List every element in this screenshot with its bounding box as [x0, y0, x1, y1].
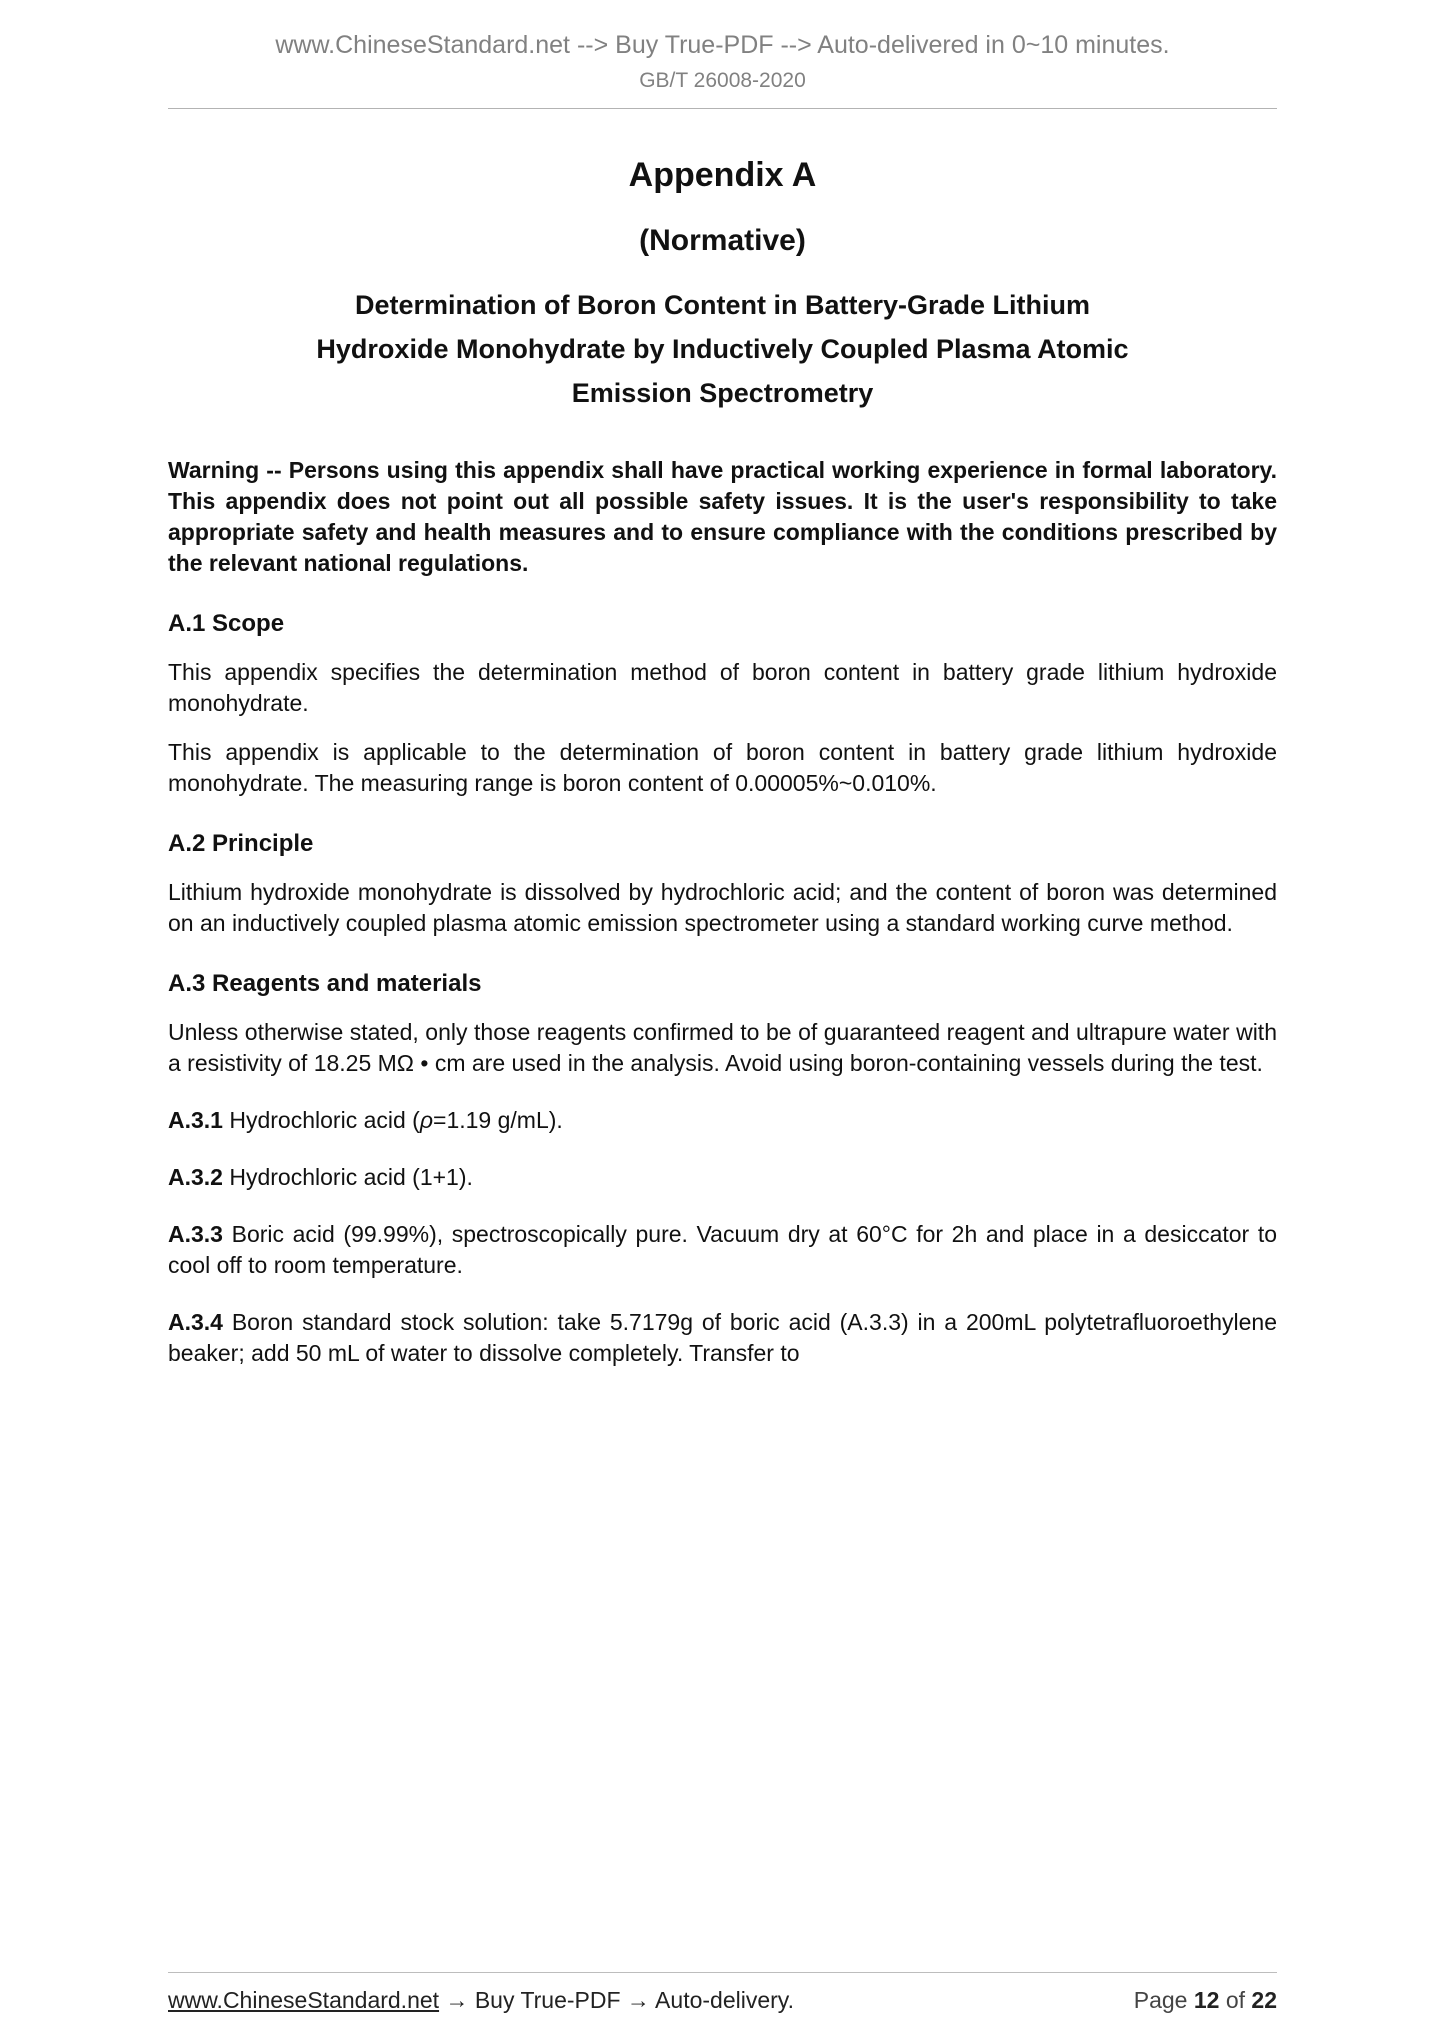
item-label: A.3.3 — [168, 1221, 223, 1247]
standard-number: GB/T 26008-2020 — [639, 69, 806, 92]
normative-label: (Normative) — [639, 224, 806, 257]
reagent-item-a3-4 — [168, 1307, 1277, 1369]
footer-row — [168, 1987, 1277, 2014]
reagent-item-a3-2 — [168, 1162, 1277, 1193]
reagent-item-a3-3 — [168, 1219, 1277, 1281]
page-header — [168, 0, 1277, 109]
item-text: Hydrochloric acid ( — [222, 1107, 420, 1133]
item-label: A.3.1 — [168, 1107, 223, 1133]
paragraph: Unless otherwise stated, only those reagents confirmed to be of guaranteed reagent and ultrapure water with a resistivity of 18.25 MΩ • cm are used in the analysis. Avoid using boron-containing vessels during the test. — [168, 1019, 1277, 1076]
of-word: of — [1225, 1987, 1246, 2013]
item-text: Hydrochloric acid (1+1). — [222, 1164, 473, 1190]
section-heading-a3: A.3 Reagents and materials — [168, 970, 482, 997]
total-pages: 22 — [1251, 1987, 1277, 2013]
footer-left-text: → Buy True-PDF → Auto-delivery. — [439, 1987, 794, 2013]
item-text: Boric acid (99.99%), spectroscopically pure. Vacuum dry at 60°C for 2h and place in a desiccator to cool off to room temperature. — [168, 1221, 1277, 1278]
item-text: =1.19 g/mL). — [433, 1107, 563, 1133]
page-number: 12 — [1193, 1987, 1220, 2013]
page-indicator — [1134, 1987, 1277, 2014]
appendix-title: Appendix A — [628, 156, 817, 194]
subtitle-line: Emission Spectrometry — [571, 378, 874, 408]
rho-symbol: ρ — [419, 1107, 434, 1133]
paragraph: This appendix is applicable to the determination of boron content in battery grade lithium hydroxide monohydrate. The measuring range is boron content of 0.00005%~0.010%. — [168, 739, 1277, 796]
footer-left — [168, 1987, 794, 2014]
paragraph: Lithium hydroxide monohydrate is dissolved by hydrochloric acid; and the content of boron was determined on an inductively coupled plasma atomic emission spectrometer using a standard working curve method. — [168, 879, 1277, 936]
item-text: Boron standard stock solution: take 5.7179g of boric acid (A.3.3) in a 200mL polytetrafluoroethylene beaker; add 50 mL of water to dissolve completely. Transfer to — [168, 1309, 1277, 1366]
page-word: Page — [1133, 1987, 1188, 2013]
subtitle-line: Determination of Boron Content in Battery-Grade Lithium — [354, 290, 1090, 320]
item-label: A.3.4 — [168, 1309, 223, 1335]
item-label: A.3.2 — [168, 1164, 223, 1190]
footer-site-link[interactable]: www.ChineseStandard.net — [168, 1987, 440, 2013]
header-rule — [168, 108, 1277, 109]
paragraph: This appendix specifies the determination method of boron content in battery grade lithium hydroxide monohydrate. — [168, 659, 1277, 716]
document-subtitle — [168, 283, 1277, 415]
section-heading-a1: A.1 Scope — [168, 610, 285, 637]
document-body — [168, 155, 1277, 1369]
subtitle-line: Hydroxide Monohydrate by Inductively Coupled Plasma Atomic — [316, 334, 1129, 364]
section-heading-a2: A.2 Principle — [168, 830, 314, 857]
page-footer — [168, 1972, 1277, 2014]
header-tagline: www.ChineseStandard.net --> Buy True-PDF --> Auto-delivered in 0~10 minutes. — [275, 31, 1170, 59]
reagent-item-a3-1 — [168, 1105, 1277, 1136]
warning-paragraph: Warning -- Persons using this appendix shall have practical working experience in formal laboratory. This appendix does not point out all possible safety issues. It is the user's responsibility to take appropriate safety and health measures and to ensure compliance with the conditions prescribed by the relevant national regulations. — [168, 457, 1277, 576]
footer-rule — [168, 1972, 1277, 1973]
